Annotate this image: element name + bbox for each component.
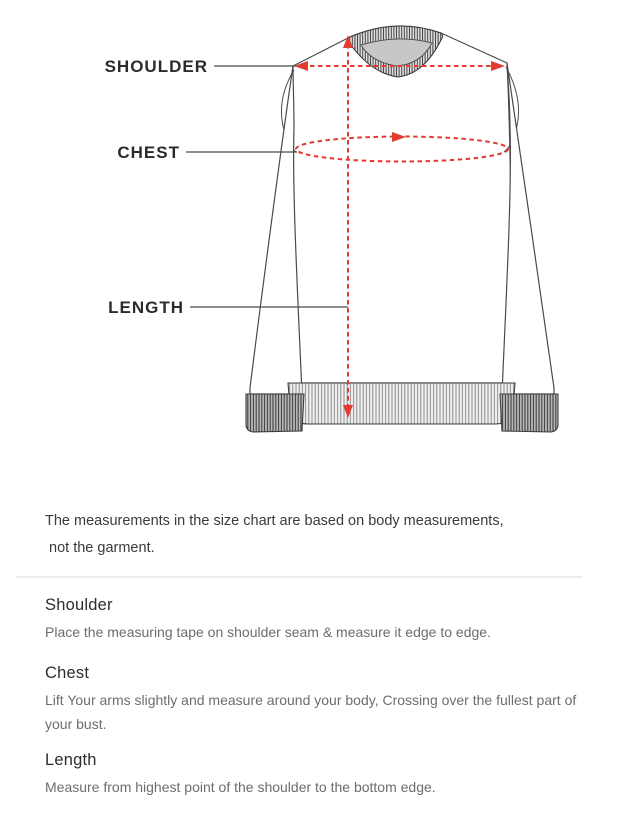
measurement-note-line1: The measurements in the size chart are based on body measurements, [45, 513, 504, 529]
left-sleeve [250, 66, 302, 394]
right-cuff-ribbing [500, 394, 558, 432]
section-chest [45, 664, 598, 736]
chest-label: CHEST [117, 143, 180, 162]
length-label: LENGTH [108, 298, 184, 317]
sweater-body [289, 27, 513, 383]
sweater-illustration [246, 26, 558, 432]
section-chest-title: Chest [45, 664, 90, 682]
section-shoulder-title: Shoulder [45, 596, 113, 614]
section-chest-description: Lift Your arms slightly and measure around your body, Crossing over the fullest part of your bust. [45, 692, 577, 732]
left-cuff-ribbing [246, 394, 304, 432]
section-shoulder [45, 596, 598, 644]
divider [15, 576, 582, 578]
section-length-description: Measure from highest point of the shoulder to the bottom edge. [45, 779, 436, 795]
shoulder-label: SHOULDER [104, 57, 208, 76]
measurement-note-line2: not the garment. [45, 540, 155, 556]
section-shoulder-description: Place the measuring tape on shoulder seam & measure it edge to edge. [45, 624, 491, 640]
section-length [45, 751, 598, 799]
measurement-note [45, 508, 525, 562]
hem-ribbing [288, 383, 515, 424]
section-length-title: Length [45, 751, 97, 769]
right-sleeve [502, 63, 554, 394]
